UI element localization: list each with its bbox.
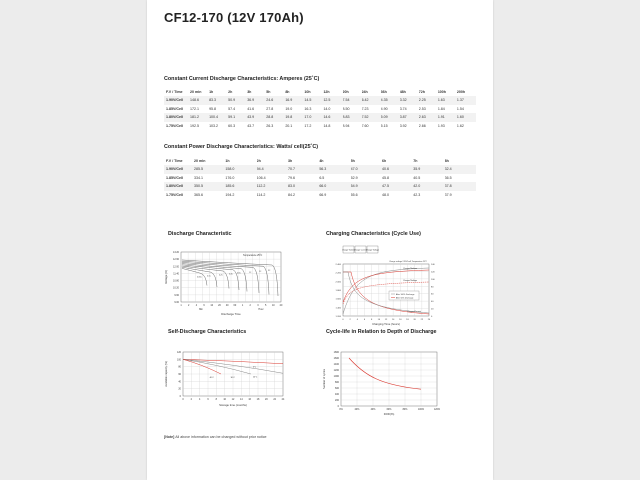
table-cell: 7.60 <box>361 123 369 128</box>
table-cell: 94.4 <box>257 165 288 173</box>
table-cell: 100.4 <box>209 113 228 121</box>
column-header: 24h <box>361 90 368 94</box>
column-header: 6h <box>381 159 387 163</box>
legend-text: Temperature 25˚C <box>243 254 263 257</box>
y-right-tick-label: 100 <box>431 278 435 281</box>
column-header: 8h <box>285 90 290 94</box>
table-cell: 17.0 <box>304 113 323 121</box>
table-cell: 1.62 <box>456 123 464 128</box>
column-header: 20 min <box>190 90 202 94</box>
table-cell: 36.5 <box>444 175 452 180</box>
header-label: Charge Voltage <box>365 249 380 252</box>
discharge-chart <box>161 246 291 326</box>
table-header-row <box>164 157 476 165</box>
x-tick-label: 10 <box>271 304 275 307</box>
table-cell: 2.63 <box>419 113 438 121</box>
table-cell: 70.7 <box>288 165 319 173</box>
y-tick-label: 2.200 <box>335 272 341 275</box>
table-cell: 19.8 <box>285 113 304 121</box>
x-tick-label: 2 <box>349 319 351 321</box>
table-cell: 1.84 <box>437 106 445 111</box>
x-tick-label: 3 <box>257 304 259 307</box>
table-cell: 50.9 <box>228 96 247 104</box>
table-cell: 181.2 <box>190 113 209 121</box>
table-row <box>164 182 476 190</box>
table-cell: 45.8 <box>381 175 389 180</box>
x-tick-label: 22 <box>420 319 424 321</box>
curve-label: 0.05C <box>197 276 202 279</box>
x-axis-label: Charging Time (hours) <box>372 322 400 326</box>
table-cell: 285.5 <box>194 165 225 173</box>
table-cell: 79.6 <box>287 175 295 180</box>
y-axis-label: Voltage (V) <box>164 270 168 284</box>
table-cell: 3.74 <box>399 106 407 111</box>
table-cell: 2.25 <box>419 96 438 104</box>
y-tick-label: 2.000 <box>335 281 341 284</box>
table-cell: 52.9 <box>350 175 358 180</box>
row-label: 1.75V/Cell <box>166 192 183 197</box>
y-tick-label: 40 <box>178 380 181 384</box>
power-discharge-table <box>164 157 476 199</box>
x-unit-label: Min <box>199 308 203 311</box>
y-tick-label: 1400 <box>333 363 339 366</box>
page-title: CF12-170 (12V 170Ah) <box>164 10 304 25</box>
table-cell: 1.93 <box>437 123 445 128</box>
x-tick-label: 1 <box>180 304 182 307</box>
current-table-title: Constant Current Discharge Characteristics: Amperes (25˚C) <box>164 76 320 82</box>
x-tick-label: 22 <box>273 398 277 401</box>
x-tick-label: 24 <box>281 398 285 401</box>
x-tick-label: 0 <box>182 398 184 401</box>
table-cell: 7.23 <box>361 106 369 111</box>
x-tick-label: 10 <box>223 398 227 401</box>
footnote-text: All above information can be changed without prior notice <box>175 435 267 439</box>
column-header: 12h <box>323 90 330 94</box>
table-cell: 2.53 <box>418 106 426 111</box>
y-right-tick-label: 120 <box>431 271 435 274</box>
table-cell: 4.35 <box>381 96 400 104</box>
table-cell: 114.2 <box>256 192 266 197</box>
table-cell: 28.8 <box>266 113 285 121</box>
x-tick-label: 18 <box>406 319 409 321</box>
x-tick-label: 4 <box>198 398 201 401</box>
table-cell: 5.15 <box>380 123 388 128</box>
column-header: 3h <box>247 90 252 94</box>
y-tick-label: 1600 <box>333 357 339 360</box>
table-cell: 3.92 <box>399 123 407 128</box>
column-header: 72h <box>418 90 425 94</box>
table-cell: 8.50 <box>342 106 350 111</box>
x-tick-label: 16 <box>248 398 252 401</box>
table-cell: 1.37 <box>457 96 476 104</box>
x-tick-label: 2 <box>188 304 190 307</box>
table-cell: 47.0 <box>351 165 382 173</box>
table-cell: 27.8 <box>266 106 274 111</box>
x-axis-label: DOD(%) <box>383 412 395 416</box>
curve-label: 0.6C <box>237 272 241 275</box>
y-tick-label: 1800 <box>333 351 339 354</box>
y-tick-label: 12.00 <box>173 265 179 269</box>
column-header: 2h <box>228 90 233 94</box>
x-tick-label: 4 <box>195 304 198 307</box>
y-axis-label: Available capacity (%) <box>165 361 168 387</box>
table-cell: 3.87 <box>400 113 419 121</box>
table-row <box>164 191 476 199</box>
table-cell: 7.52 <box>362 113 381 121</box>
column-header: 1h <box>209 90 214 94</box>
curve-label: 40°C <box>209 377 214 379</box>
table-cell: 55.6 <box>350 192 358 197</box>
y-right-tick-label: 0 <box>431 316 433 318</box>
x-tick-label: 6 <box>363 319 366 321</box>
y-axis-label: Number of cycles <box>323 368 326 390</box>
table-cell: 42.3 <box>413 192 421 197</box>
column-header: 20 min <box>194 159 206 163</box>
column-header: 20h <box>342 90 349 94</box>
y-right-tick-label: 40 <box>431 301 434 304</box>
table-cell: 54.9 <box>351 182 382 190</box>
table-cell: 4.90 <box>380 106 388 111</box>
table-cell: 14.8 <box>323 123 331 128</box>
x-unit-label: Hour <box>258 308 264 311</box>
table-row <box>164 96 476 104</box>
table-cell: 8.83 <box>343 113 362 121</box>
x-tick-label: 24 <box>427 319 431 321</box>
table-cell: 66.9 <box>319 192 327 197</box>
y-tick-label: 200 <box>335 399 339 402</box>
table-cell: 40.5 <box>413 175 421 180</box>
x-tick-label: 20 <box>218 304 221 307</box>
series-label: Charged Voltage <box>403 280 418 282</box>
x-tick-label: 14 <box>239 398 243 401</box>
column-header: 3h <box>287 159 293 163</box>
y-tick-label: 1000 <box>333 375 339 378</box>
column-header: 8h <box>444 159 449 163</box>
self-discharge-chart <box>161 346 291 412</box>
table-cell: 43.9 <box>247 113 266 121</box>
self-discharge-chart-title: Self-Discharge Characteristics <box>168 329 247 335</box>
table-cell: 6.5 <box>319 175 325 180</box>
table-cell: 148.6 <box>190 96 209 104</box>
cycle-life-chart <box>319 346 449 416</box>
series-label: Charged Volume <box>403 268 418 270</box>
footnote <box>164 435 267 439</box>
y-tick-label: 9.60 <box>174 293 179 297</box>
table-cell: 1.91 <box>438 113 457 121</box>
x-tick-label: 6 <box>203 304 205 307</box>
curve-label: 2C <box>259 270 262 273</box>
table-cell: 48.0 <box>381 192 389 197</box>
y-tick-label: 1.600 <box>335 298 341 301</box>
table-cell: 16.9 <box>285 96 304 104</box>
table-cell: 365.6 <box>194 192 203 197</box>
row-label: 1.80V/Cell <box>164 182 194 190</box>
y-tick-label: 11.40 <box>173 272 179 276</box>
y-tick-label: 1.200 <box>335 316 341 318</box>
power-table-title: Constant Power Discharge Characteristics: Watts/ cell(25˚C) <box>164 144 319 150</box>
table-cell: 3.32 <box>400 96 419 104</box>
curve-label: 1C <box>249 271 252 274</box>
table-row <box>164 122 476 130</box>
column-header: 10h <box>304 90 311 94</box>
table-cell: 37.8 <box>445 182 476 190</box>
column-header: 200h <box>456 90 466 94</box>
y-tick-label: 400 <box>335 393 339 396</box>
current-discharge-table <box>164 88 476 130</box>
x-tick-label: 2 <box>249 304 251 307</box>
y-right-tick-label: 20 <box>431 308 434 311</box>
x-tick-label: 20 <box>279 304 283 307</box>
x-tick-label: 6 <box>207 398 209 401</box>
table-cell: 176.0 <box>225 175 235 180</box>
table-cell: 83.3 <box>209 96 228 104</box>
table-row <box>164 165 476 173</box>
table-cell: 57.4 <box>228 106 236 111</box>
table-cell: 59.1 <box>228 113 247 121</box>
header-label: Charge Volume <box>341 249 356 252</box>
y-tick-label: 12.60 <box>173 258 179 262</box>
y-tick-label: 1.400 <box>335 307 341 310</box>
table-cell: 66.0 <box>319 182 350 190</box>
curve-label: 0.1C <box>207 275 211 278</box>
column-header: 48h <box>399 90 406 94</box>
table-cell: 2.66 <box>418 123 426 128</box>
x-tick-label: 16 <box>399 319 402 321</box>
x-tick-label: 40% <box>370 408 376 411</box>
curve-label: 0.2C <box>219 274 223 277</box>
x-tick-label: 12 <box>231 398 235 401</box>
x-tick-label: 5 <box>264 304 267 307</box>
table-cell: 24.6 <box>266 96 285 104</box>
table-cell: 1.54 <box>456 106 464 111</box>
x-tick-label: 12 <box>384 319 388 321</box>
row-label: 1.90V/Cell <box>164 165 194 173</box>
x-tick-label: 18 <box>256 398 260 401</box>
footnote-label: [Note] <box>164 435 175 439</box>
table-cell: 1.60 <box>457 113 476 121</box>
column-header: 100h <box>437 90 447 94</box>
y-right-tick-label: 60 <box>431 293 434 296</box>
x-tick-label: 0 <box>342 319 344 321</box>
y-tick-label: 13.20 <box>173 251 179 254</box>
y-tick-label: 10.80 <box>173 279 179 283</box>
x-tick-label: 8 <box>215 398 218 401</box>
x-tick-label: 80% <box>402 408 408 411</box>
x-axis-label: Storage time (months) <box>219 403 247 407</box>
table-cell: 41.6 <box>247 106 255 111</box>
table-row <box>164 113 476 121</box>
y-tick-label: 600 <box>335 387 339 390</box>
table-cell: 158.0 <box>225 165 256 173</box>
y-tick-label: 9.00 <box>174 301 179 304</box>
column-header: 2h <box>256 159 261 163</box>
curve-label: 30°C <box>230 377 235 379</box>
y-tick-label: 80 <box>178 365 181 369</box>
y-tick-label: 100 <box>177 358 181 362</box>
column-header: 1h <box>225 159 230 163</box>
table-cell: 14.6 <box>323 113 342 121</box>
row-label: 1.80V/Cell <box>164 113 190 121</box>
x-tick-label: 4 <box>356 319 358 321</box>
table-cell: 19.0 <box>285 106 293 111</box>
y-right-tick-label: 140 <box>431 264 435 266</box>
y-tick-label: 2.400 <box>335 264 341 266</box>
table-cell: 60.3 <box>228 123 236 128</box>
y-tick-label: 0 <box>337 405 339 408</box>
table-cell: 14.0 <box>323 106 331 111</box>
table-cell: 185.6 <box>225 182 256 190</box>
x-tick-label: 1 <box>241 304 244 307</box>
charging-chart <box>319 242 449 328</box>
y-tick-label: 120 <box>177 351 181 354</box>
y-tick-label: 20 <box>178 387 181 391</box>
discharge-chart-title: Discharge Characteristic <box>168 231 232 237</box>
table-cell: 36.9 <box>247 96 266 104</box>
table-cell: 84.2 <box>287 192 295 197</box>
x-tick-label: 40 <box>225 304 229 307</box>
x-tick-label: 8 <box>371 319 373 321</box>
table-cell: 350.5 <box>194 182 225 190</box>
column-header: 4h <box>319 159 324 163</box>
header-label: Charge Current <box>353 249 368 252</box>
table-cell: 83.0 <box>288 182 319 190</box>
table-cell: 106.4 <box>256 175 266 180</box>
table-cell: 42.0 <box>413 182 444 190</box>
table-cell: 35.9 <box>413 165 444 173</box>
table-cell: 1.63 <box>438 96 457 104</box>
table-row <box>164 174 476 182</box>
curve-label: 0°C <box>253 366 257 369</box>
column-header: 5h <box>350 159 355 163</box>
table-cell: 5.09 <box>381 113 400 121</box>
table-cell: 26.3 <box>266 123 274 128</box>
table-cell: 40.6 <box>382 165 413 173</box>
table-cell: 194.2 <box>225 192 235 197</box>
x-tick-label: 0% <box>339 408 343 411</box>
table-cell: 14.5 <box>304 96 323 104</box>
table-cell: 8.94 <box>342 123 350 128</box>
y-tick-label: 60 <box>178 373 181 376</box>
table-cell: 95.8 <box>209 106 217 111</box>
chart-note: Charge voltage 2.35V/cell, Temperature 25˚C <box>389 261 427 263</box>
curve-label: 0.4C <box>229 273 233 276</box>
x-tick-label: 10 <box>210 304 214 307</box>
y-tick-label: 10.20 <box>173 286 179 290</box>
table-cell: 37.9 <box>444 192 452 197</box>
curve-label: 3C <box>268 270 271 272</box>
table-cell: 334.1 <box>194 175 203 180</box>
table-cell: 103.2 <box>209 123 219 128</box>
x-tick-label: 60 <box>233 304 237 307</box>
column-header: 7h <box>413 159 418 163</box>
table-cell: 112.2 <box>257 182 288 190</box>
column-header: 5h <box>266 90 271 94</box>
table-cell: 17.2 <box>304 123 312 128</box>
table-cell: 16.3 <box>304 106 312 111</box>
table-cell: 6.42 <box>362 96 381 104</box>
table-header-row <box>164 88 476 96</box>
table-cell: 172.1 <box>190 106 199 111</box>
x-tick-label: 120% <box>433 408 441 411</box>
curve-label: 20°C <box>253 376 258 379</box>
table-cell: 12.5 <box>323 96 342 104</box>
x-tick-label: 14 <box>391 319 395 321</box>
x-tick-label: 20 <box>264 398 268 401</box>
row-header-label: F.V / Time <box>166 90 183 94</box>
charging-chart-title: Charging Characteristics (Cycle Use) <box>326 231 421 237</box>
x-axis-label: Discharge Time <box>221 312 241 316</box>
column-header: 36h <box>380 90 387 94</box>
x-tick-label: 2 <box>190 398 193 401</box>
y-tick-label: 0 <box>179 395 181 398</box>
row-header-label: F.V / Time <box>166 159 183 163</box>
table-cell: 192.5 <box>190 123 199 128</box>
table-cell: 47.5 <box>382 182 413 190</box>
table-cell: 7.54 <box>343 96 362 104</box>
y-tick-label: 1200 <box>333 369 339 372</box>
row-label: 1.85V/Cell <box>166 106 183 111</box>
series-label: Charged Current <box>407 311 422 313</box>
datasheet-page <box>147 0 493 480</box>
table-row <box>164 105 476 113</box>
legend-entry: After 100% Discharge <box>396 294 415 296</box>
row-label: 1.90V/Cell <box>164 96 190 104</box>
row-label: 1.85V/Cell <box>166 175 183 180</box>
x-tick-label: 60% <box>386 408 392 411</box>
table-cell: 56.3 <box>319 165 350 173</box>
table-cell: 32.4 <box>445 165 476 173</box>
row-label: 1.75V/Cell <box>166 123 183 128</box>
x-tick-label: 10 <box>377 319 381 321</box>
y-right-tick-label: 80 <box>431 286 434 289</box>
cycle-life-chart-title: Cycle-life in Relation to Depth of Discharge <box>326 329 437 335</box>
y-tick-label: 800 <box>335 381 339 384</box>
legend-entry: After 50% Discharge <box>396 297 414 300</box>
y-tick-label: 1.800 <box>335 290 341 292</box>
x-tick-label: 100% <box>417 408 425 411</box>
table-cell: 20.1 <box>285 123 293 128</box>
x-tick-label: 20 <box>413 319 416 321</box>
table-cell: 43.7 <box>247 123 255 128</box>
x-tick-label: 20% <box>354 408 360 411</box>
